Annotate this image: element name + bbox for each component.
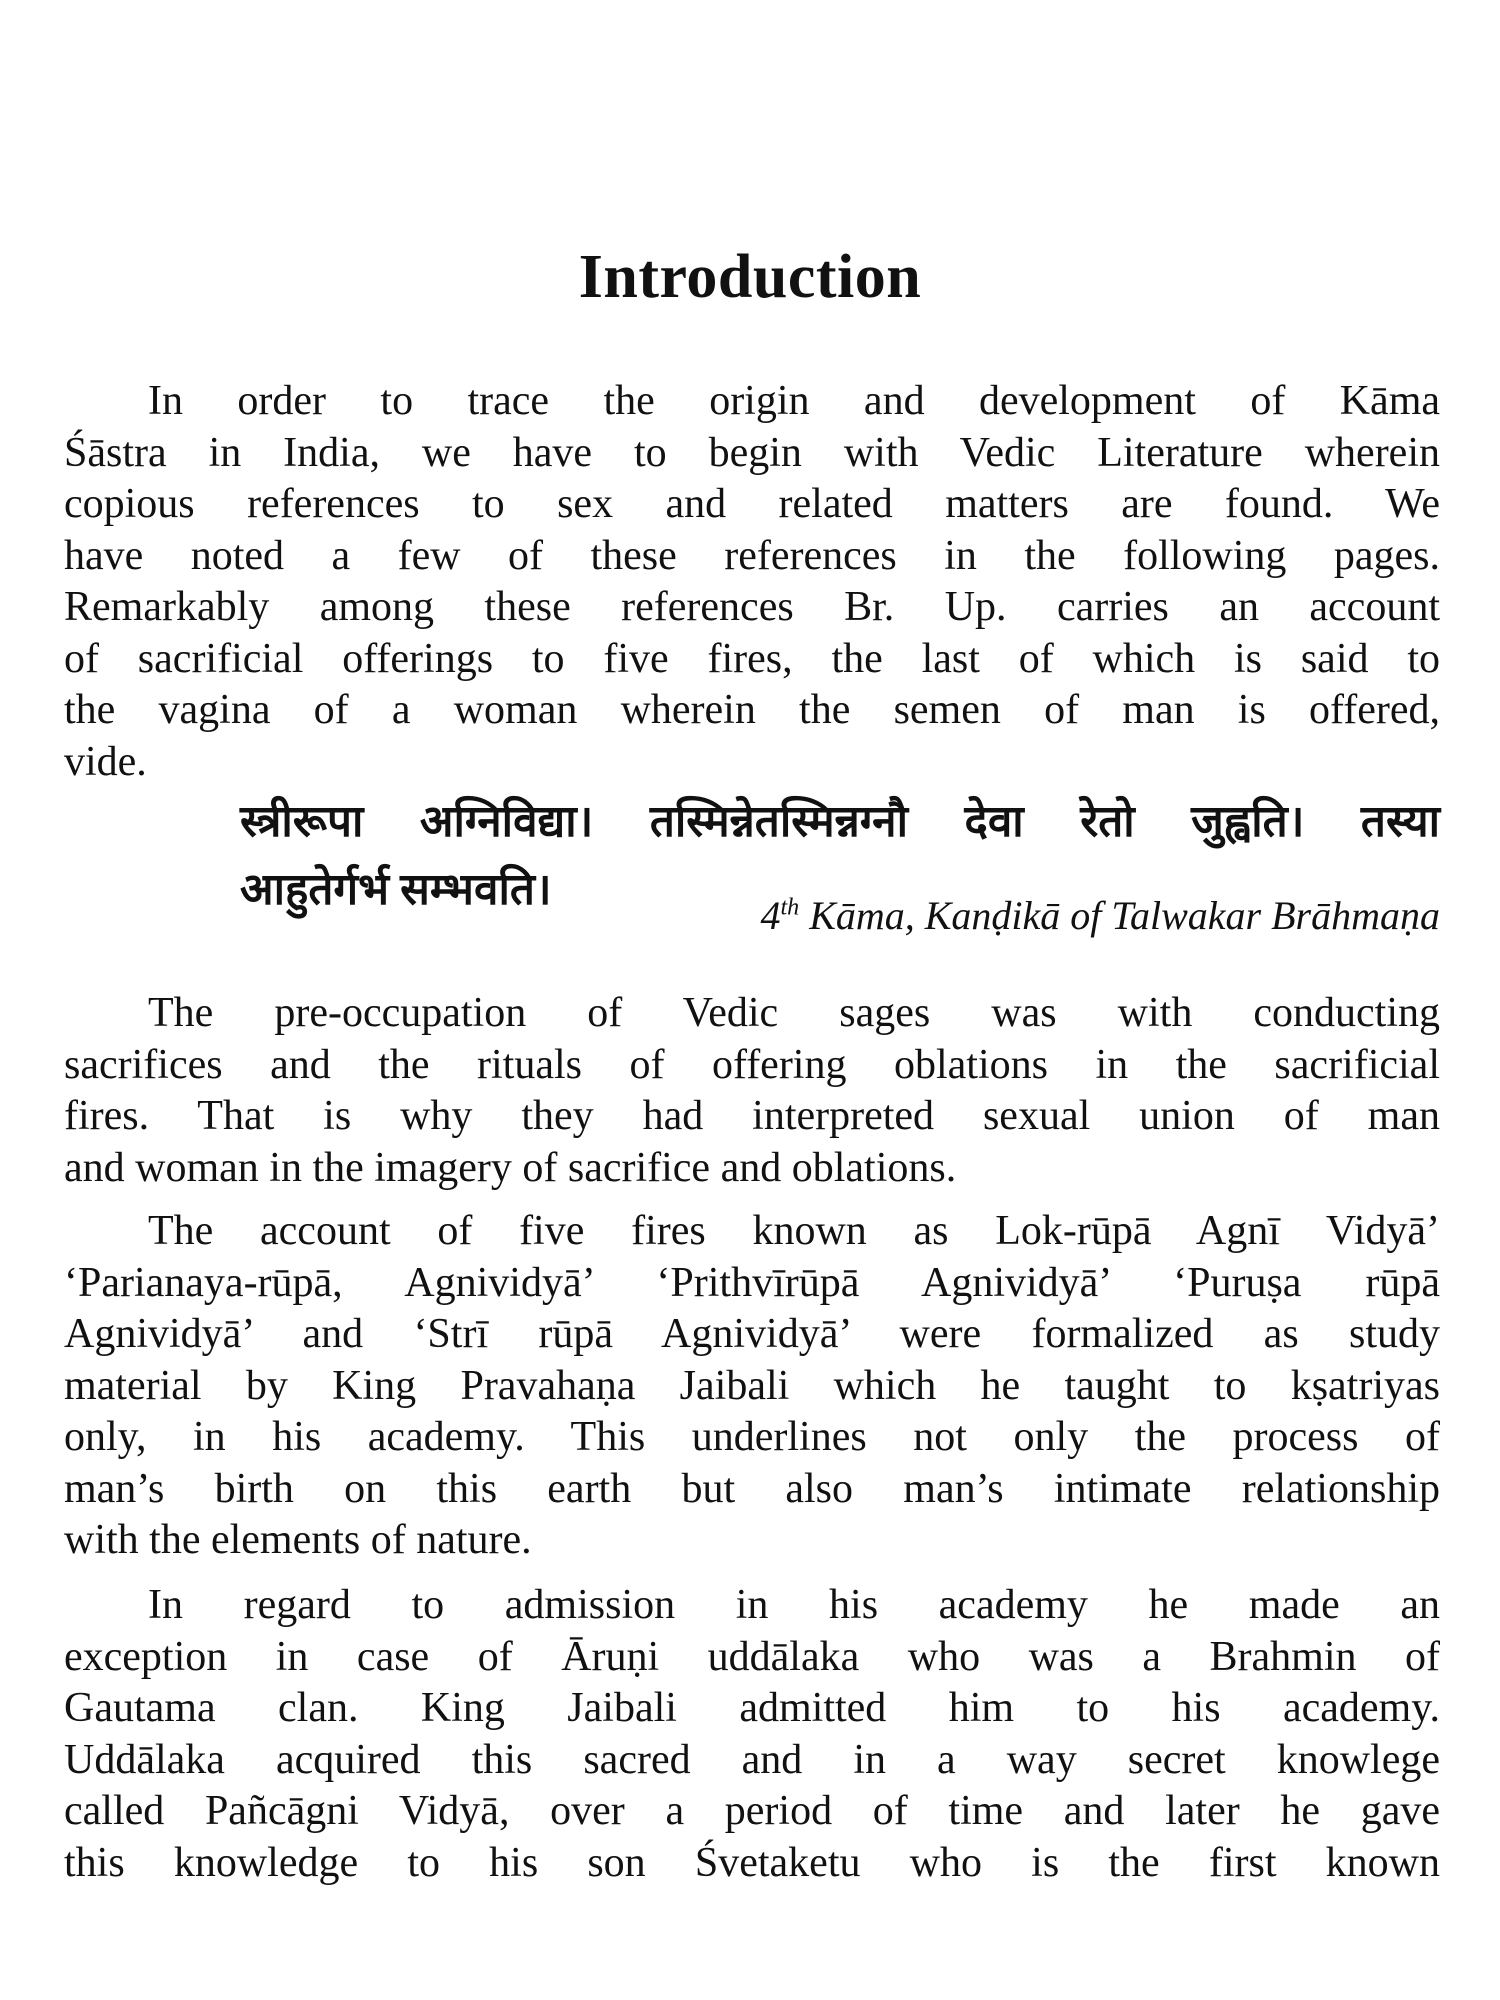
text-line: exception in case of Āruṇi uddālaka who was a Brahmin of <box>64 1633 1440 1680</box>
citation-ordinal: 4 <box>760 893 781 938</box>
text-line: and woman in the imagery of sacrifice and oblations. <box>64 1144 957 1191</box>
text-line: In order to trace the origin and development of Kāma <box>148 378 1440 424</box>
sanskrit-line: आहुतेर्गर्भ सम्भवति। <box>240 865 552 914</box>
paragraph-1 <box>64 376 1440 788</box>
text-line: of sacrificial offerings to five fires, the last of which is said to <box>64 635 1440 682</box>
text-line: have noted a few of these references in the following pages. <box>64 532 1440 579</box>
text-line: man’s birth on this earth but also man’s intimate relationship <box>64 1465 1440 1512</box>
sanskrit-line: स्त्रीरूपा अग्निविद्या। तस्मिन्नेतस्मिन्नग्नौ देवा रेतो जुह्वति। तस्या <box>240 797 1440 846</box>
text-line: with the elements of nature. <box>64 1517 532 1563</box>
text-line: Remarkably among these references Br. Up. carries an account <box>64 584 1440 630</box>
text-line: Agnividyā’ and ‘Strī rūpā Agnividyā’ were formalized as study <box>64 1311 1440 1357</box>
text-line: Śāstra in India, we have to begin with Vedic Literature wherein <box>64 429 1440 476</box>
text-line: this knowledge to his son Śvetaketu who is the first known <box>64 1839 1440 1886</box>
text-line: called Pañcāgni Vidyā, over a period of time and later he gave <box>64 1788 1440 1834</box>
citation-ordinal-suffix: th <box>780 894 800 921</box>
text-line: fires. That is why they had interpreted sexual union of man <box>64 1093 1440 1139</box>
text-line: vide. <box>64 738 147 785</box>
paragraph-3 <box>64 1206 1440 1567</box>
citation-text: Kāma, Kanḍikā of Talwakar Brāhmaṇa <box>799 893 1440 938</box>
text-line: material by King Pravahaṇa Jaibali which he taught to kṣatriyas <box>64 1362 1440 1409</box>
paragraph-4 <box>64 1580 1440 1889</box>
page-title: Introduction <box>578 243 922 311</box>
paragraph-2 <box>64 988 1440 1194</box>
text-line: copious references to sex and related matters are found. We <box>64 481 1440 527</box>
text-line: Gautama clan. King Jaibali admitted him to his academy. <box>64 1685 1440 1731</box>
text-line: In regard to admission in his academy he made an <box>148 1582 1440 1628</box>
text-line: ‘Parianaya-rūpā, Agnividyā’ ‘Prithvīrūpā Agnividyā’ ‘Puruṣa rūpā <box>64 1259 1440 1306</box>
text-line: sacrifices and the rituals of offering oblations in the sacrificial <box>64 1041 1440 1088</box>
text-line: the vagina of a woman wherein the semen of man is offered, <box>64 687 1440 733</box>
text-line: only, in his academy. This underlines not only the process of <box>64 1414 1440 1460</box>
text-line: The pre-occupation of Vedic sages was with conducting <box>148 990 1440 1036</box>
verse-citation <box>761 892 1440 939</box>
text-line: The account of five fires known as Lok-rūpā Agnī Vidyā’ <box>148 1208 1440 1254</box>
text-line: Uddālaka acquired this sacred and in a way secret knowlege <box>64 1736 1440 1783</box>
